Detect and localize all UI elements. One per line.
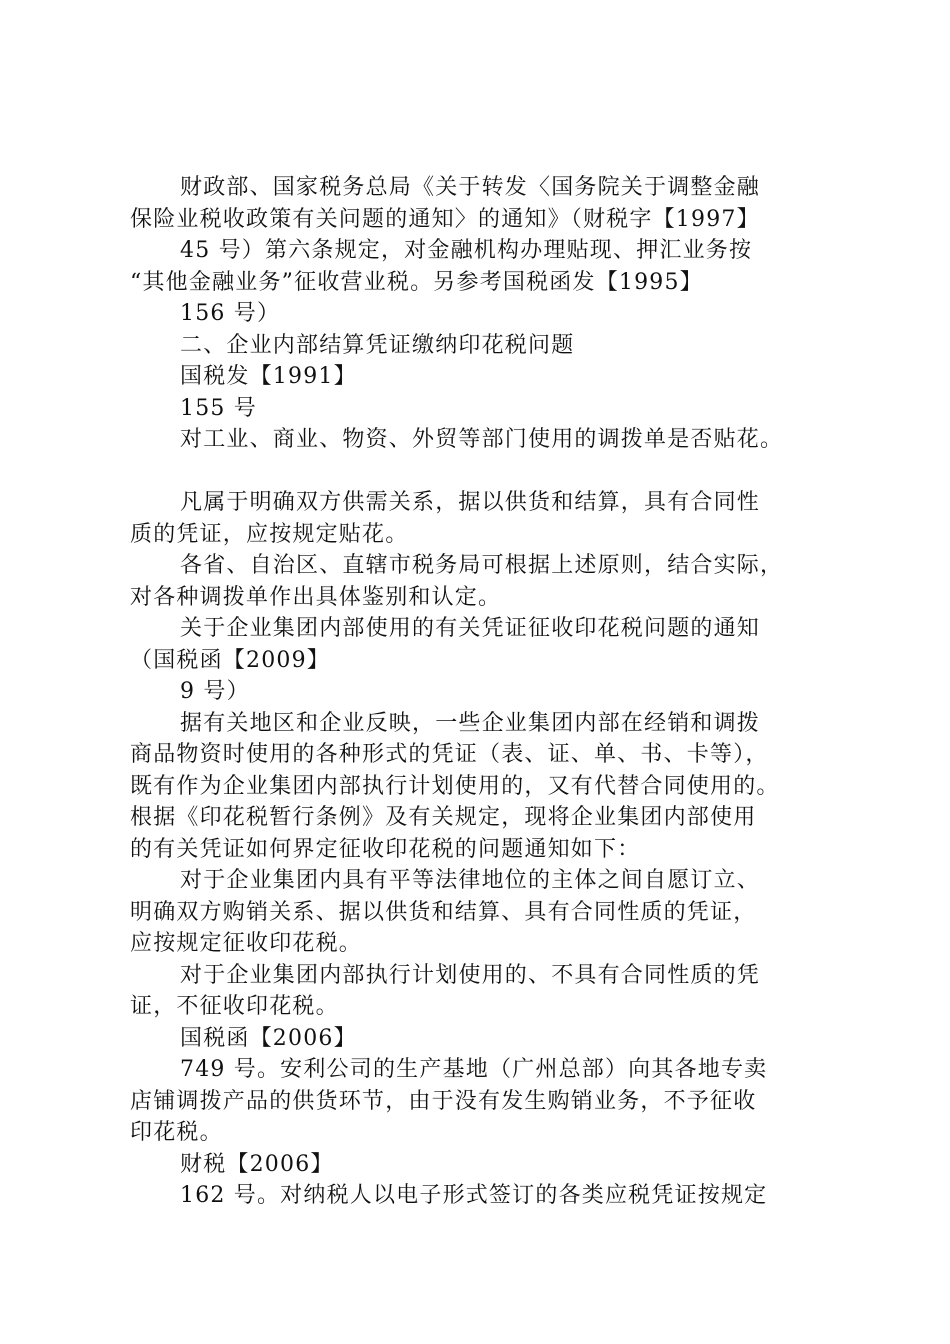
text-line: 749 号。安利公司的生产基地（广州总部）向其各地专卖 [180, 1057, 768, 1082]
text-line: 应按规定征收印花税。 [130, 931, 363, 956]
text-line: 对于企业集团内部执行计划使用的、不具有合同性质的凭 [180, 962, 761, 988]
text-line: “其他金融业务”征收营业税。另参考国税函发【1995】 [130, 269, 703, 295]
text-line: 对各种调拨单作出具体鉴别和认定。 [130, 584, 502, 610]
section-heading: 二、企业内部结算凭证缴纳印花税问题 [180, 332, 575, 358]
text-line: 国税发【1991】 [180, 364, 357, 389]
text-line: 根据《印花税暂行条例》及有关规定，现将企业集团内部使用 [130, 805, 757, 830]
text-line: 商品物资时使用的各种形式的凭证（表、证、单、书、卡等）， [130, 742, 769, 767]
text-line: 保险业税收政策有关问题的通知〉的通知》（财税字【1997】 [130, 206, 760, 232]
text-line: 的有关凭证如何界定征收印花税的问题通知如下： [130, 836, 641, 862]
text-line: 155 号 [180, 395, 257, 421]
text-line: 明确双方购销关系、据以供货和结算、具有合同性质的凭证， [130, 899, 757, 925]
text-line: 据有关地区和企业反映，一些企业集团内部在经销和调拨 [180, 710, 761, 736]
text-line: 对工业、商业、物资、外贸等部门使用的调拨单是否贴花。 [180, 427, 784, 452]
text-line: 对于企业集团内具有平等法律地位的主体之间自愿订立、 [180, 868, 761, 893]
text-line: 既有作为企业集团内部执行计划使用的，又有代替合同使用的。 [130, 773, 780, 799]
text-line: 财税【2006】 [180, 1151, 334, 1177]
blank-line [130, 456, 846, 488]
text-line: 关于企业集团内部使用的有关凭证征收印花税问题的通知 [180, 616, 761, 641]
text-line: 财政部、国家税务总局《关于转发〈国务院关于调整金融 [180, 175, 761, 200]
text-line: 162 号。对纳税人以电子形式签订的各类应税凭证按规定 [180, 1183, 768, 1208]
text-line: 质的凭证，应按规定贴花。 [130, 521, 409, 547]
text-line: 9 号） [180, 679, 250, 704]
text-line: 156 号） [180, 301, 281, 326]
text-line: 各省、自治区、直辖市税务局可根据上述原则，结合实际， [180, 553, 784, 578]
text-line: 国税函【2006】 [180, 1025, 357, 1051]
document-body [130, 172, 846, 1212]
text-line: （国税函【2009】 [130, 647, 330, 673]
text-line: 证，不征收印花税。 [130, 994, 339, 1019]
text-line: 店铺调拨产品的供货环节，由于没有发生购销业务，不予征收 [130, 1088, 757, 1114]
text-line: 45 号）第六条规定，对金融机构办理贴现、押汇业务按 [180, 238, 753, 263]
text-line: 印花税。 [130, 1120, 223, 1145]
text-line: 凡属于明确双方供需关系，据以供货和结算，具有合同性 [180, 490, 761, 515]
